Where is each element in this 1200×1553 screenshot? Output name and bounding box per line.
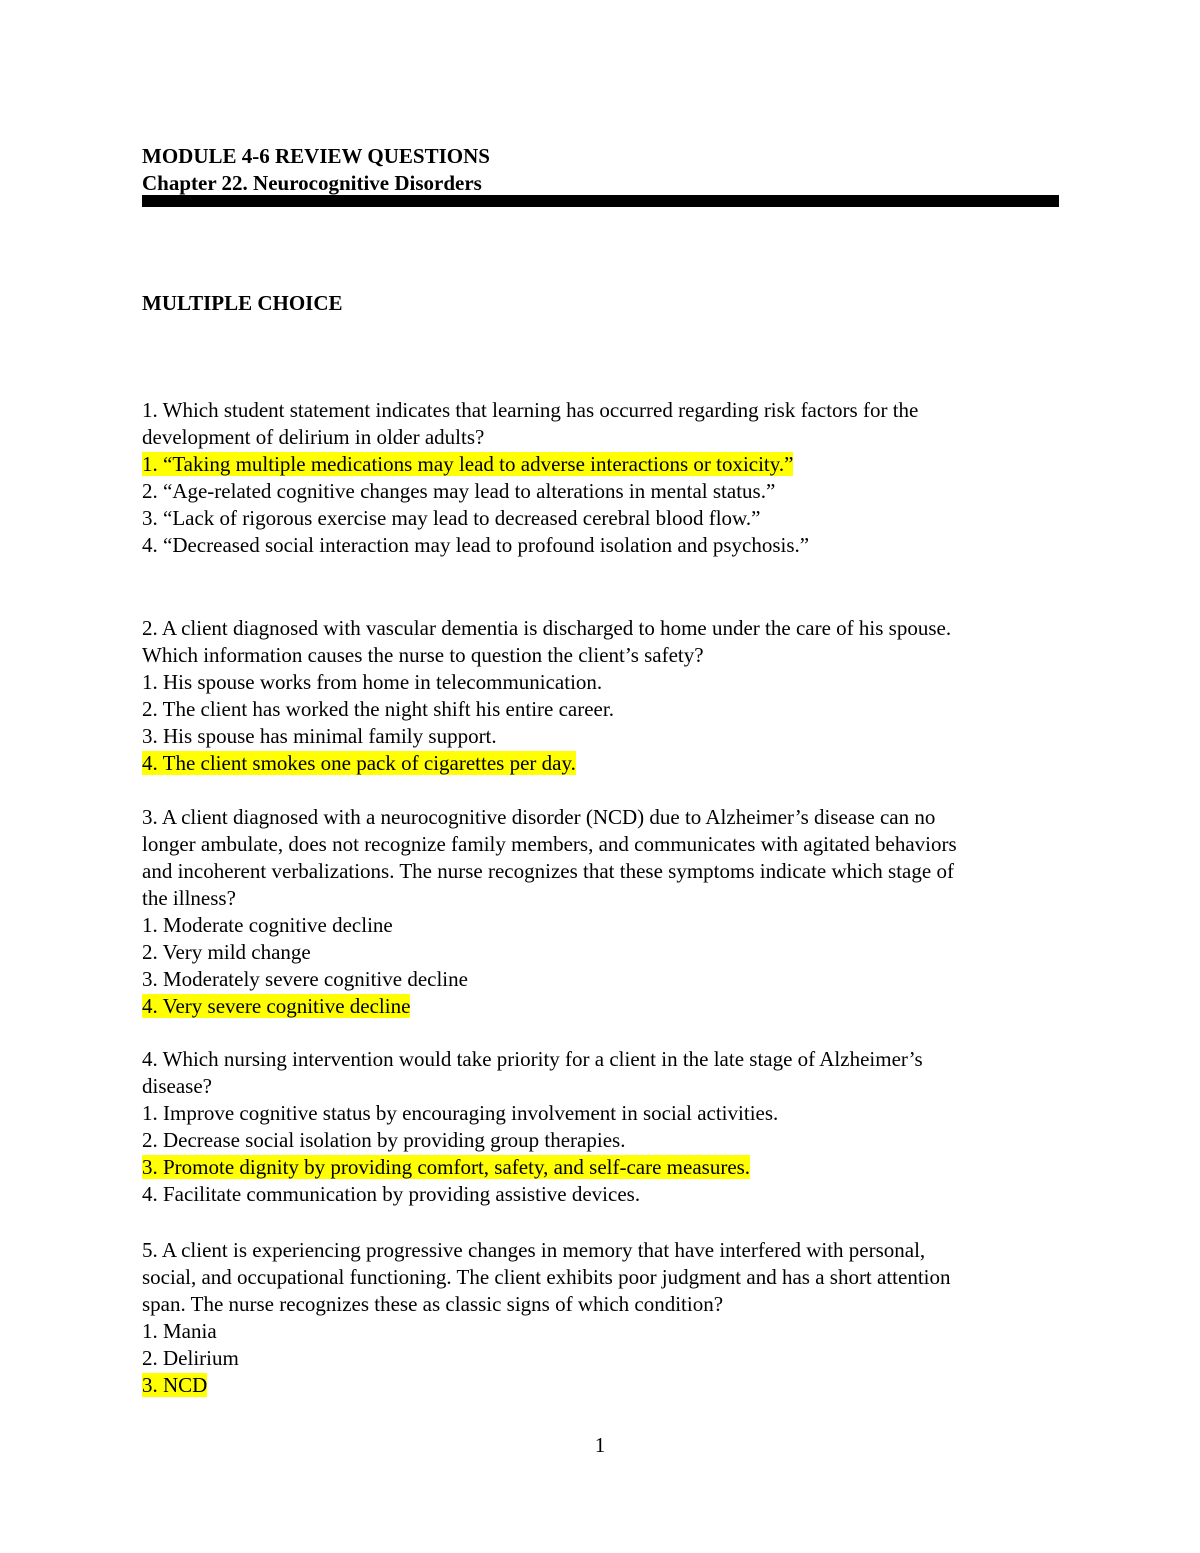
question-stem-line: 3. A client diagnosed with a neurocognitive disorder (NCD) due to Alzheimer’s disease can no [142,805,936,829]
option-text: 1. “Taking multiple medications may lead to adverse interactions or toxicity.” [142,452,794,476]
document-title: MODULE 4-6 REVIEW QUESTIONS [142,144,490,168]
answer-option: 2. Delirium [142,1346,239,1370]
option-text: 3. NCD [142,1373,208,1397]
answer-option: 2. The client has worked the night shift his entire career. [142,697,614,721]
answer-option-correct [142,451,1059,478]
option-text: 3. Promote dignity by providing comfort, safety, and self-care measures. [142,1155,751,1179]
document-header [142,143,1059,197]
question-stem-line: the illness? [142,886,236,910]
answer-option-correct [142,993,1059,1020]
answer-option: 1. Mania [142,1319,217,1343]
answer-option: 4. “Decreased social interaction may lead to profound isolation and psychosis.” [142,533,810,557]
question-stem-line: longer ambulate, does not recognize family members, and communicates with agitated behaviors [142,832,957,856]
section-title: MULTIPLE CHOICE [142,291,343,315]
question-stem-line: 4. Which nursing intervention would take priority for a client in the late stage of Alzheimer’s [142,1047,923,1071]
question-5 [142,1237,1059,1399]
answer-option: 3. His spouse has minimal family support. [142,724,497,748]
question-stem-line: span. The nurse recognizes these as classic signs of which condition? [142,1292,724,1316]
question-stem-line: social, and occupational functioning. The client exhibits poor judgment and has a short attention [142,1265,951,1289]
answer-option-correct [142,750,1059,777]
answer-option: 2. “Age-related cognitive changes may lead to alterations in mental status.” [142,479,776,503]
answer-option: 1. Improve cognitive status by encouraging involvement in social activities. [142,1101,779,1125]
page-number: 1 [594,1433,606,1457]
answer-option: 2. Decrease social isolation by providing group therapies. [142,1128,626,1152]
answer-option: 3. Moderately severe cognitive decline [142,967,468,991]
answer-option-correct [142,1154,1059,1181]
question-stem-line: 1. Which student statement indicates that learning has occurred regarding risk factors for the [142,398,919,422]
question-stem-line: Which information causes the nurse to question the client’s safety? [142,643,704,667]
question-4 [142,1046,1059,1208]
question-2 [142,615,1059,777]
question-stem-line: disease? [142,1074,212,1098]
question-stem-line: 2. A client diagnosed with vascular dementia is discharged to home under the care of his spouse. [142,616,952,640]
question-stem-line: 5. A client is experiencing progressive changes in memory that have interfered with personal, [142,1238,926,1262]
question-stem-line: and incoherent verbalizations. The nurse recognizes that these symptoms indicate which stage of [142,859,954,883]
question-1 [142,397,1059,559]
answer-option: 3. “Lack of rigorous exercise may lead to decreased cerebral blood flow.” [142,506,761,530]
answer-option: 1. His spouse works from home in telecommunication. [142,670,603,694]
question-3 [142,804,1059,1020]
option-text: 4. The client smokes one pack of cigarettes per day. [142,751,576,775]
option-text: 4. Very severe cognitive decline [142,994,411,1018]
answer-option: 1. Moderate cognitive decline [142,913,393,937]
answer-option: 4. Facilitate communication by providing assistive devices. [142,1182,641,1206]
header-divider [142,195,1059,207]
answer-option-correct [142,1372,1059,1399]
chapter-title: Chapter 22. Neurocognitive Disorders [142,171,482,195]
answer-option: 2. Very mild change [142,940,311,964]
question-stem-line: development of delirium in older adults? [142,425,485,449]
